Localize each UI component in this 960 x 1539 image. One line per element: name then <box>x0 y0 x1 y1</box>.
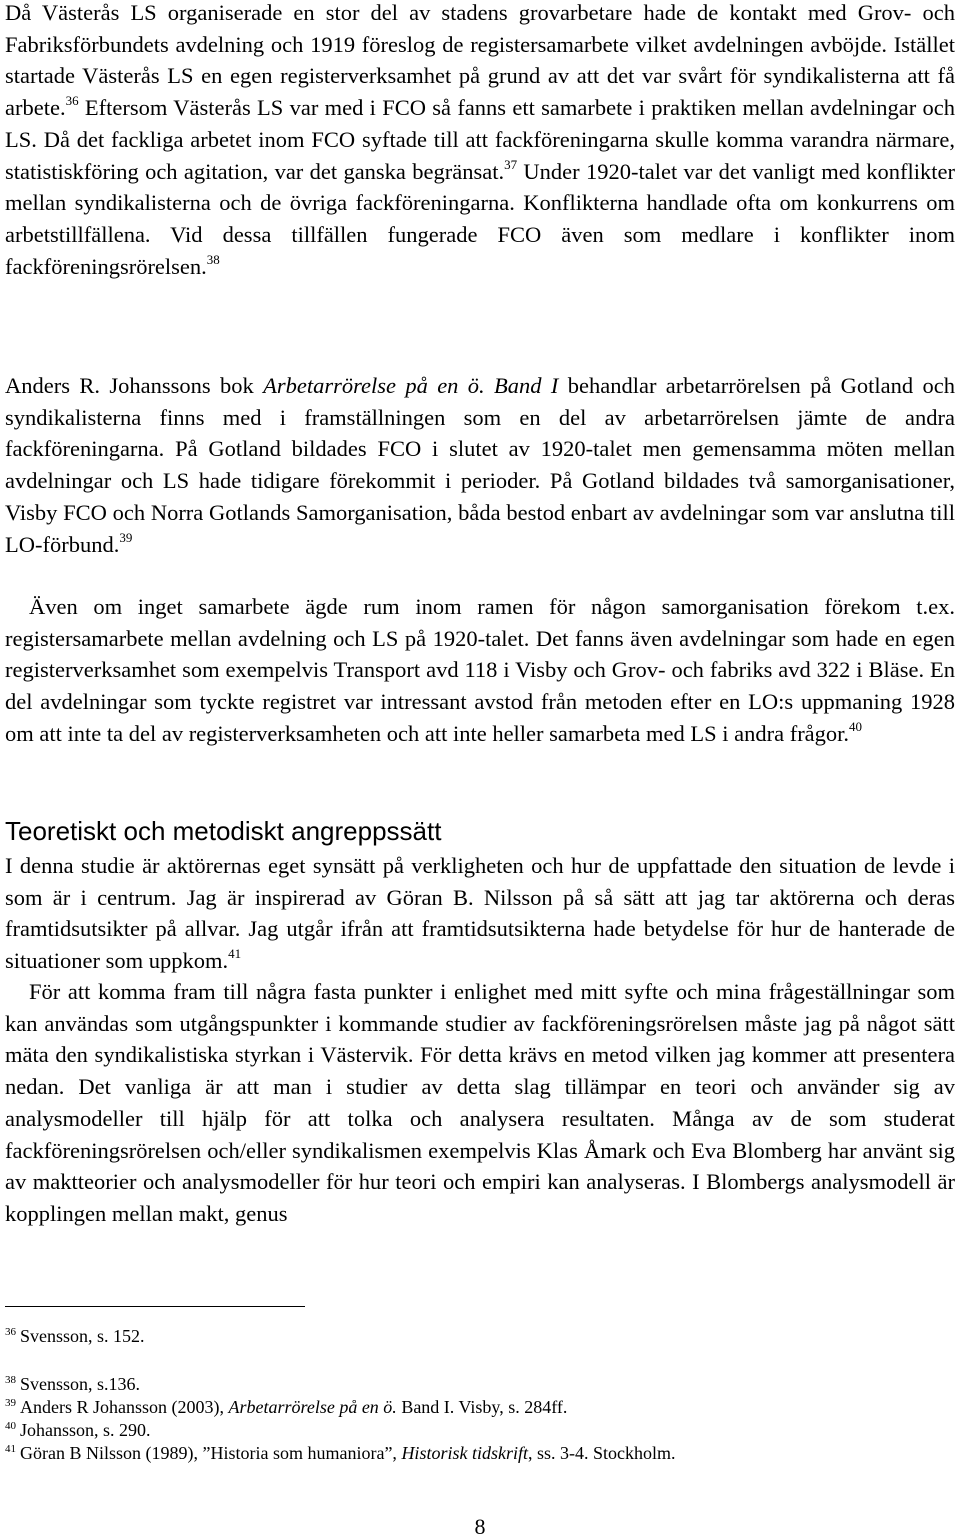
footnote-ref-36[interactable]: 36 <box>65 93 79 109</box>
paragraph-text: Under 1920-talet var det vanligt med konflikter mellan syndikalisterna och de övriga fackföreningarna. Konflikterna handlade ofta om konkurrens om arbetstillfällena. Vid dessa tillfällen fungerade FCO även som medlare i konflikter inom fackföreningsrörelsen. <box>5 158 956 279</box>
footnote-number: 40 <box>5 1420 16 1432</box>
footnote-ref-41[interactable]: 41 <box>228 946 242 962</box>
footnote-title: Arbetarrörelse på en ö. <box>228 1397 397 1417</box>
footnote-38 <box>5 1373 140 1395</box>
footnote-text: Svensson, s.136. <box>20 1374 141 1394</box>
paragraph-text: Då Västerås LS organiserade en stor del av stadens grovarbetare hade de kontakt med Grov- och Fabriksförbundets avdelning och 1919 föreslog de registersamarbete vilket avdelningen avböjde. Istället startade Västerås LS en egen registerverksamhet på grund av att det var svårt för syndikalisterna att få arbete. <box>5 0 955 121</box>
footnote-text: Göran B Nilsson (1989), ”Historia som humaniora”, <box>20 1443 402 1463</box>
footnote-40 <box>5 1419 151 1441</box>
footnote-number: 38 <box>5 1374 16 1386</box>
paragraph-text: I denna studie är aktörernas eget synsätt på verkligheten och hur de uppfattade den situation de levde i som är i centrum. Jag är inspirerad av Göran B. Nilsson på så sätt att jag tar aktörerna och deras framtidsutsikter på allvar. Jag utgår ifrån att framtidsutsikterna hade betydelse för hur de hanterade de situationer som uppkom. <box>5 853 955 974</box>
footnote-ref-40[interactable]: 40 <box>849 718 863 734</box>
footnote-text: Johansson, s. 290. <box>20 1420 151 1440</box>
paragraph-metod <box>5 976 955 1230</box>
footnote-number: 36 <box>5 1326 16 1338</box>
paragraph-gotland <box>5 370 955 560</box>
footnote-text: , ss. 3-4. Stockholm. <box>527 1443 676 1463</box>
paragraph-text: Eftersom Västerås LS var med i FCO så fanns ett samarbete i praktiken mellan avdelningar och LS. Då det fackliga arbetet inom FCO syftade till att fackföreningarna skulle komma varandra närmare, statistiskföring och agitation, var det ganska begränsat. <box>5 95 955 184</box>
footnote-41 <box>5 1442 675 1464</box>
paragraph-text: behandlar arbetarrörelsen på Gotland och syndikalisterna finns med i framställningen som en del av arbetarrörelsen jämte de andra fackföreningarna. På Gotland bildades FCO i slutet av 1920-talet men gemensamma möten mellan avdelningar och LS hade tidigare förekommit i perioder. På Gotland bildades två samorganisationer, Visby FCO och Norra Gotlands Samorganisation, båda bestod enbart av avdelningar som var anslutna till LO-förbund. <box>5 373 955 557</box>
footnote-text: Svensson, s. 152. <box>20 1326 145 1346</box>
paragraph-studie <box>5 850 955 977</box>
footnote-ref-39[interactable]: 39 <box>119 529 133 545</box>
footnote-number: 41 <box>5 1443 16 1455</box>
paragraph-vasteras <box>5 0 955 282</box>
paragraph-registersamarbete <box>5 591 955 750</box>
footnote-text: Band I. Visby, s. 284ff. <box>396 1397 568 1417</box>
section-heading: Teoretiskt och metodiskt angreppssätt <box>5 816 442 846</box>
footnote-ref-37[interactable]: 37 <box>504 156 518 172</box>
book-title: Arbetarrörelse på en ö. Band I <box>263 373 559 398</box>
paragraph-text: Även om inget samarbete ägde rum inom ramen för någon samorganisation förekom t.ex. registersamarbete mellan avdelning och LS på 1920-talet. Det fanns även avdelningar som hade en egen registerverksamhet som exempelvis Transport avd 118 i Visby och Grov- och fabriks avd 322 i Bläse. En del avdelningar som tyckte registret var intressant avstod från metoden efter en LO:s uppmaning 1928 om att inte ta del av registerverksamheten och att inte heller samarbeta med LS i andra frågor. <box>5 594 955 746</box>
paragraph-text: Anders R. Johanssons bok <box>5 373 264 398</box>
footnote-number: 39 <box>5 1397 16 1409</box>
footnote-text: Anders R Johansson (2003), <box>20 1397 229 1417</box>
footnote-ref-38[interactable]: 38 <box>206 251 220 267</box>
footnote-36 <box>5 1325 145 1347</box>
footnote-39 <box>5 1396 567 1418</box>
paragraph-text: För att komma fram till några fasta punkter i enlighet med mitt syfte och mina frågeställningar som kan användas som utgångspunkter i kommande studier av fackföreningsrörelsen måste jag på något sätt mäta den syndikalistiska styrkan i Västervik. För detta krävs en metod vilken jag kommer att presentera nedan. Det vanliga är att man i studier av detta slag tillämpar en teori och använder sig av analysmodeller till hjälp för att tolka och analysera resultaten. Många av de som studerat fackföreningsrörelsen och/eller syndikalismen exempelvis Klas Åmark och Eva Blomberg har använt sig av maktteorier och analysmodeller för hur teori och empiri kan analyseras. I Blombergs analysmodell är kopplingen mellan makt, genus <box>5 979 955 1226</box>
page-number: 8 <box>474 1514 486 1539</box>
footnote-title: Historisk tidskrift <box>401 1443 528 1463</box>
footnote-separator <box>5 1306 305 1307</box>
